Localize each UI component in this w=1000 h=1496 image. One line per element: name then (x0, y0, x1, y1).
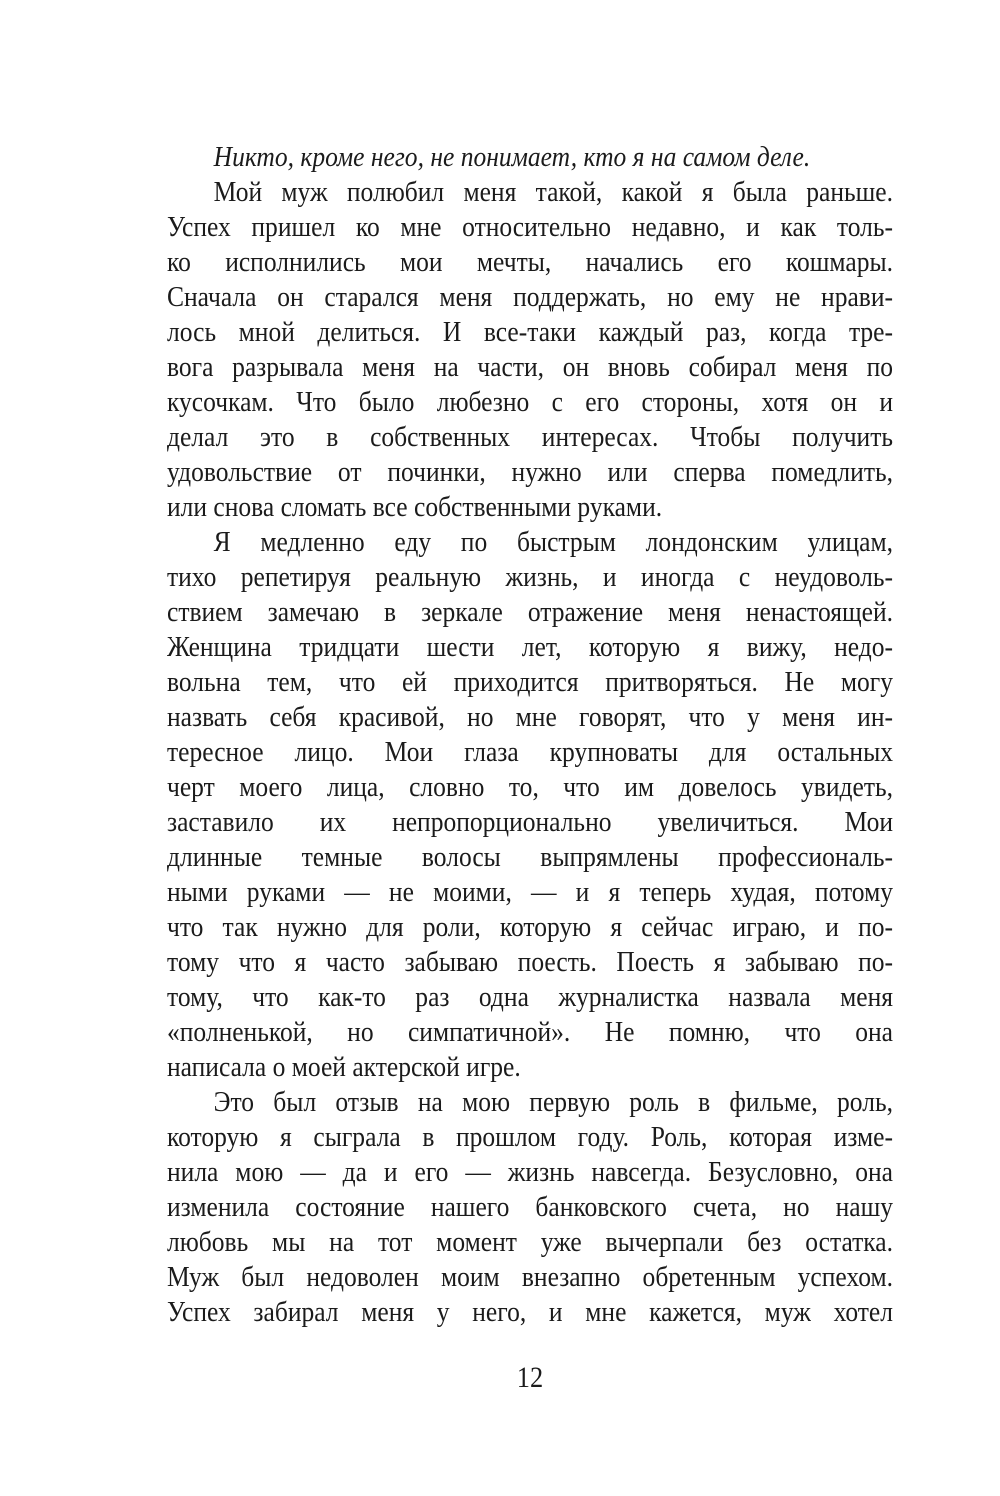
paragraph (167, 175, 893, 525)
text-line: ко исполнились мои мечты, начались его кошмары. (167, 246, 893, 278)
text-line: тересное лицо. Мои глаза крупноваты для остальных (167, 736, 893, 768)
text-line: нила мою — да и его — жизнь навсегда. Безусловно, она (167, 1156, 893, 1188)
text-line: длинные темные волосы выпрямлены профессиональ- (167, 841, 893, 873)
text-line: Успех забирал меня у него, и мне кажется, муж хотел (167, 1296, 893, 1328)
text-line: которую я сыграла в прошлом году. Роль, которая изме- (167, 1121, 893, 1153)
text-line: что так нужно для роли, которую я сейчас играю, и по- (167, 911, 893, 943)
text-line: тому что я часто забываю поесть. Поесть я забываю по- (167, 946, 893, 978)
text-line: кусочкам. Что было любезно с его стороны, хотя он и (167, 386, 893, 418)
paragraph (167, 525, 893, 1085)
text-line: ными руками — не моими, — и я теперь худая, потому (167, 876, 893, 908)
text-line: заставило их непропорционально увеличиться. Мои (167, 806, 893, 838)
text-line: вольна тем, что ей приходится притворяться. Не могу (167, 666, 893, 698)
paragraph (167, 1085, 893, 1330)
page-number: 12 (516, 1361, 544, 1394)
text-line: изменила состояние нашего банковского счета, но нашу (167, 1191, 893, 1223)
text-line: Я медленно еду по быстрым лондонским улицам, (213, 526, 893, 558)
page-text (167, 140, 893, 1330)
text-line: Это был отзыв на мою первую роль в фильме, роль, (213, 1086, 893, 1118)
text-line: написала о моей актерской игре. (167, 1051, 521, 1083)
text-line: Успех пришел ко мне относительно недавно, и как толь- (167, 211, 893, 243)
text-line: Сначала он старался меня поддержать, но ему не нрави- (167, 281, 893, 313)
text-line: тихо репетируя реальную жизнь, и иногда с неудоволь- (167, 561, 893, 593)
text-line: Муж был недоволен моим внезапно обретенным успехом. (167, 1261, 893, 1293)
text-line: вога разрывала меня на части, он вновь собирал меня по (167, 351, 893, 383)
text-line: назвать себя красивой, но мне говорят, что у меня ин- (167, 701, 893, 733)
text-line: удовольствие от починки, нужно или сперва помедлить, (167, 456, 893, 488)
text-line: «полненькой, но симпатичной». Не помню, что она (167, 1016, 893, 1048)
paragraph (167, 140, 893, 175)
text-line: ствием замечаю в зеркале отражение меня ненастоящей. (167, 596, 893, 628)
text-line: Никто, кроме него, не понимает, кто я на самом деле. (213, 141, 811, 173)
text-line: делал это в собственных интересах. Чтобы получить (167, 421, 893, 453)
text-line: черт моего лица, словно то, что им довелось увидеть, (167, 771, 893, 803)
text-line: Мой муж полюбил меня такой, какой я была раньше. (213, 176, 893, 208)
text-line: Женщина тридцати шести лет, которую я вижу, недо- (167, 631, 893, 663)
text-line: любовь мы на тот момент уже вычерпали без остатка. (167, 1226, 893, 1258)
text-line: лось мной делиться. И все-таки каждый раз, когда тре- (167, 316, 893, 348)
text-line: тому, что как-то раз одна журналистка назвала меня (167, 981, 893, 1013)
text-line: или снова сломать все собственными руками. (167, 491, 663, 523)
